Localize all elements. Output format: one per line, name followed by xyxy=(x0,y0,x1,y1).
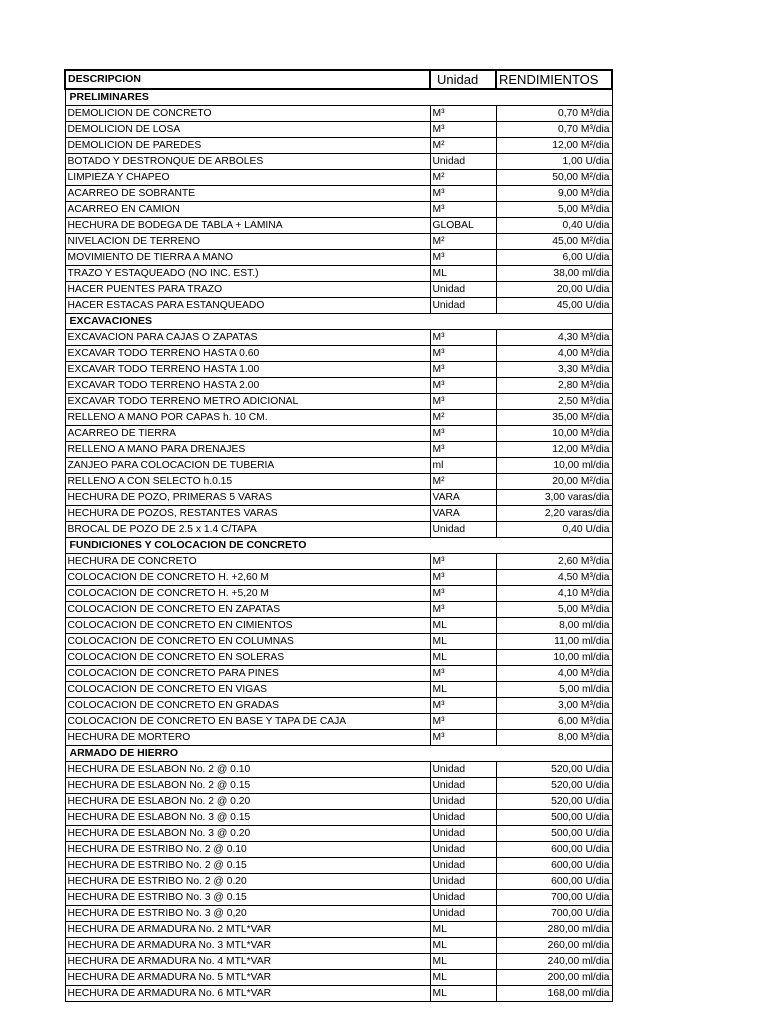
cell-description: RELLENO A MANO POR CAPAS h. 10 CM. xyxy=(65,410,430,426)
cell-description: HACER ESTACAS PARA ESTANQUEADO xyxy=(65,298,430,314)
cell-description: TRAZO Y ESTAQUEADO (NO INC. EST.) xyxy=(65,266,430,282)
cell-unit: Unidad xyxy=(430,906,496,922)
cell-description: HECHURA DE POZO, PRIMERAS 5 VARAS xyxy=(65,490,430,506)
cell-description: HECHURA DE BODEGA DE TABLA + LAMINA xyxy=(65,218,430,234)
cell-unit: M³ xyxy=(430,378,496,394)
cell-unit: ml xyxy=(430,458,496,474)
cell-unit: VARA xyxy=(430,506,496,522)
cell-rendimiento: 3,00 varas/dia xyxy=(496,490,612,506)
cell-rendimiento: 38,00 ml/dia xyxy=(496,266,612,282)
cell-unit: Unidad xyxy=(430,522,496,538)
cell-unit: Unidad xyxy=(430,298,496,314)
cell-description: HACER PUENTES PARA TRAZO xyxy=(65,282,430,298)
table-row xyxy=(65,602,612,618)
cell-rendimiento: 35,00 M²/dia xyxy=(496,410,612,426)
table-row xyxy=(65,762,612,778)
cell-rendimiento: 520,00 U/dia xyxy=(496,778,612,794)
cell-unit: M³ xyxy=(430,442,496,458)
cell-rendimiento: 0,40 U/dia xyxy=(496,218,612,234)
cell-description: BROCAL DE POZO DE 2.5 x 1.4 C/TAPA xyxy=(65,522,430,538)
cell-rendimiento: 3,30 M³/dia xyxy=(496,362,612,378)
table-row xyxy=(65,186,612,202)
cell-description: RELLENO A CON SELECTO h.0.15 xyxy=(65,474,430,490)
table-row xyxy=(65,794,612,810)
table-row xyxy=(65,810,612,826)
section-row xyxy=(65,89,612,106)
cell-unit: Unidad xyxy=(430,810,496,826)
table-row xyxy=(65,266,612,282)
cell-rendimiento: 4,50 M³/dia xyxy=(496,570,612,586)
cell-rendimiento: 8,00 M³/dia xyxy=(496,730,612,746)
cell-rendimiento: 10,00 M³/dia xyxy=(496,426,612,442)
cell-description: ZANJEO PARA COLOCACION DE TUBERIA xyxy=(65,458,430,474)
cell-description: COLOCACION DE CONCRETO EN GRADAS xyxy=(65,698,430,714)
cell-rendimiento: 45,00 M²/dia xyxy=(496,234,612,250)
cell-rendimiento: 5,00 ml/dia xyxy=(496,682,612,698)
cell-description: DEMOLICION DE LOSA xyxy=(65,122,430,138)
table-row xyxy=(65,906,612,922)
cell-unit: ML xyxy=(430,618,496,634)
cell-description: NIVELACION DE TERRENO xyxy=(65,234,430,250)
cell-unit: M² xyxy=(430,170,496,186)
cell-rendimiento: 520,00 U/dia xyxy=(496,762,612,778)
cell-unit: M³ xyxy=(430,554,496,570)
table-row xyxy=(65,346,612,362)
table-row xyxy=(65,106,612,122)
cell-description: ACARREO DE TIERRA xyxy=(65,426,430,442)
cell-unit: Unidad xyxy=(430,842,496,858)
table-row xyxy=(65,298,612,314)
cell-unit: Unidad xyxy=(430,794,496,810)
header-descripcion: DESCRIPCION xyxy=(65,70,430,89)
table-row xyxy=(65,330,612,346)
cell-rendimiento: 4,00 M³/dia xyxy=(496,666,612,682)
section-row xyxy=(65,746,612,762)
cell-description: HECHURA DE ESLABON No. 2 @ 0.15 xyxy=(65,778,430,794)
cell-description: COLOCACION DE CONCRETO EN CIMIENTOS xyxy=(65,618,430,634)
cell-description: HECHURA DE ESTRIBO No. 3 @ 0.15 xyxy=(65,890,430,906)
table-row xyxy=(65,362,612,378)
section-row xyxy=(65,314,612,330)
cell-rendimiento: 20,00 M²/dia xyxy=(496,474,612,490)
header-unidad: Unidad xyxy=(430,70,496,89)
cell-rendimiento: 500,00 U/dia xyxy=(496,826,612,842)
table-row xyxy=(65,410,612,426)
cell-rendimiento: 5,00 M³/dia xyxy=(496,202,612,218)
cell-unit: GLOBAL xyxy=(430,218,496,234)
cell-rendimiento: 4,10 M³/dia xyxy=(496,586,612,602)
cell-rendimiento: 0,40 U/dia xyxy=(496,522,612,538)
cell-unit: M² xyxy=(430,234,496,250)
table-row xyxy=(65,378,612,394)
table-row xyxy=(65,122,612,138)
cell-unit: VARA xyxy=(430,490,496,506)
cell-rendimiento: 168,00 ml/dia xyxy=(496,986,612,1002)
cell-description: DEMOLICION DE PAREDES xyxy=(65,138,430,154)
cell-description: COLOCACION DE CONCRETO H. +5,20 M xyxy=(65,586,430,602)
table-row xyxy=(65,458,612,474)
cell-rendimiento: 280,00 ml/dia xyxy=(496,922,612,938)
cell-rendimiento: 500,00 U/dia xyxy=(496,810,612,826)
table-row xyxy=(65,202,612,218)
table-row xyxy=(65,826,612,842)
cell-unit: ML xyxy=(430,650,496,666)
cell-unit: Unidad xyxy=(430,858,496,874)
cell-description: HECHURA DE CONCRETO xyxy=(65,554,430,570)
table-row xyxy=(65,138,612,154)
cell-rendimiento: 700,00 U/dia xyxy=(496,906,612,922)
cell-unit: M³ xyxy=(430,602,496,618)
cell-description: COLOCACION DE CONCRETO EN VIGAS xyxy=(65,682,430,698)
cell-rendimiento: 6,00 M³/dia xyxy=(496,714,612,730)
header-rendimientos: RENDIMIENTOS xyxy=(496,70,612,89)
cell-unit: ML xyxy=(430,986,496,1002)
cell-description: HECHURA DE ARMADURA No. 5 MTL*VAR xyxy=(65,970,430,986)
cell-unit: ML xyxy=(430,938,496,954)
table-row xyxy=(65,682,612,698)
table-row xyxy=(65,954,612,970)
table-row xyxy=(65,474,612,490)
cell-unit: M³ xyxy=(430,586,496,602)
table-row xyxy=(65,922,612,938)
table-row xyxy=(65,250,612,266)
cell-unit: Unidad xyxy=(430,154,496,170)
cell-description: HECHURA DE ESTRIBO No. 2 @ 0.20 xyxy=(65,874,430,890)
cell-description: RELLENO A MANO PARA DRENAJES xyxy=(65,442,430,458)
cell-unit: M³ xyxy=(430,714,496,730)
cell-unit: M³ xyxy=(430,362,496,378)
table-row xyxy=(65,970,612,986)
cell-description: HECHURA DE ESLABON No. 2 @ 0.10 xyxy=(65,762,430,778)
cell-rendimiento: 700,00 U/dia xyxy=(496,890,612,906)
cell-rendimiento: 12,00 M²/dia xyxy=(496,138,612,154)
section-title: ARMADO DE HIERRO xyxy=(65,746,612,762)
cell-description: COLOCACION DE CONCRETO EN COLUMNAS xyxy=(65,634,430,650)
cell-unit: M³ xyxy=(430,394,496,410)
cell-rendimiento: 5,00 M³/dia xyxy=(496,602,612,618)
cell-description: LIMPIEZA Y CHAPEO xyxy=(65,170,430,186)
table-row xyxy=(65,842,612,858)
cell-description: HECHURA DE ARMADURA No. 3 MTL*VAR xyxy=(65,938,430,954)
table-row xyxy=(65,490,612,506)
cell-unit: ML xyxy=(430,970,496,986)
table-row xyxy=(65,554,612,570)
cell-rendimiento: 1,00 U/dia xyxy=(496,154,612,170)
cell-description: EXCAVACION PARA CAJAS O ZAPATAS xyxy=(65,330,430,346)
table-row xyxy=(65,154,612,170)
table-row xyxy=(65,858,612,874)
cell-rendimiento: 600,00 U/dia xyxy=(496,874,612,890)
cell-description: COLOCACION DE CONCRETO EN SOLERAS xyxy=(65,650,430,666)
table-row xyxy=(65,634,612,650)
cell-rendimiento: 2,60 M³/dia xyxy=(496,554,612,570)
cell-description: COLOCACION DE CONCRETO H. +2,60 M xyxy=(65,570,430,586)
cell-rendimiento: 11,00 ml/dia xyxy=(496,634,612,650)
table-row xyxy=(65,650,612,666)
cell-description: EXCAVAR TODO TERRENO HASTA 1.00 xyxy=(65,362,430,378)
cell-rendimiento: 600,00 U/dia xyxy=(496,842,612,858)
cell-description: ACARREO DE SOBRANTE xyxy=(65,186,430,202)
cell-unit: Unidad xyxy=(430,282,496,298)
cell-unit: ML xyxy=(430,634,496,650)
table-row xyxy=(65,618,612,634)
table-row xyxy=(65,426,612,442)
cell-unit: M² xyxy=(430,138,496,154)
table-body xyxy=(65,70,612,1002)
cell-rendimiento: 3,00 M³/dia xyxy=(496,698,612,714)
cell-rendimiento: 0,70 M³/dia xyxy=(496,106,612,122)
cell-rendimiento: 2,80 M³/dia xyxy=(496,378,612,394)
cell-unit: M³ xyxy=(430,666,496,682)
cell-description: HECHURA DE ESLABON No. 3 @ 0.20 xyxy=(65,826,430,842)
table-row xyxy=(65,986,612,1002)
cell-unit: M³ xyxy=(430,122,496,138)
cell-description: HECHURA DE ESTRIBO No. 2 @ 0.10 xyxy=(65,842,430,858)
cell-rendimiento: 8,00 ml/dia xyxy=(496,618,612,634)
cell-unit: M³ xyxy=(430,698,496,714)
cell-rendimiento: 4,00 M³/dia xyxy=(496,346,612,362)
table-row xyxy=(65,586,612,602)
cell-description: MOVIMIENTO DE TIERRA A MANO xyxy=(65,250,430,266)
cell-rendimiento: 600,00 U/dia xyxy=(496,858,612,874)
cell-unit: Unidad xyxy=(430,762,496,778)
table-row xyxy=(65,874,612,890)
cell-description: COLOCACION DE CONCRETO EN BASE Y TAPA DE CAJA xyxy=(65,714,430,730)
table-row xyxy=(65,442,612,458)
cell-unit: Unidad xyxy=(430,778,496,794)
cell-rendimiento: 200,00 ml/dia xyxy=(496,970,612,986)
cell-description: HECHURA DE ESLABON No. 3 @ 0.15 xyxy=(65,810,430,826)
cell-rendimiento: 12,00 M³/dia xyxy=(496,442,612,458)
cell-unit: M³ xyxy=(430,730,496,746)
cell-rendimiento: 0,70 M³/dia xyxy=(496,122,612,138)
cell-unit: M³ xyxy=(430,330,496,346)
table-row xyxy=(65,778,612,794)
header-row xyxy=(65,70,612,89)
cell-unit: ML xyxy=(430,954,496,970)
cell-rendimiento: 10,00 ml/dia xyxy=(496,650,612,666)
cell-unit: M³ xyxy=(430,106,496,122)
cell-rendimiento: 4,30 M³/dia xyxy=(496,330,612,346)
cell-description: HECHURA DE ESTRIBO No. 2 @ 0.15 xyxy=(65,858,430,874)
cell-description: HECHURA DE ARMADURA No. 4 MTL*VAR xyxy=(65,954,430,970)
cell-description: COLOCACION DE CONCRETO EN ZAPATAS xyxy=(65,602,430,618)
table-row xyxy=(65,170,612,186)
table-row xyxy=(65,522,612,538)
rendimientos-table xyxy=(64,69,613,1002)
cell-rendimiento: 260,00 ml/dia xyxy=(496,938,612,954)
cell-description: ACARREO EN CAMION xyxy=(65,202,430,218)
cell-description: HECHURA DE ESTRIBO No. 3 @ 0,20 xyxy=(65,906,430,922)
cell-unit: M³ xyxy=(430,250,496,266)
table-row xyxy=(65,234,612,250)
cell-unit: ML xyxy=(430,266,496,282)
cell-description: EXCAVAR TODO TERRENO HASTA 2.00 xyxy=(65,378,430,394)
cell-description: HECHURA DE MORTERO xyxy=(65,730,430,746)
cell-unit: M² xyxy=(430,474,496,490)
section-row xyxy=(65,538,612,554)
cell-rendimiento: 45,00 U/dia xyxy=(496,298,612,314)
cell-rendimiento: 2,20 varas/dia xyxy=(496,506,612,522)
cell-unit: Unidad xyxy=(430,890,496,906)
cell-description: EXCAVAR TODO TERRENO HASTA 0.60 xyxy=(65,346,430,362)
table-row xyxy=(65,890,612,906)
table-row xyxy=(65,698,612,714)
cell-unit: M² xyxy=(430,410,496,426)
table-row xyxy=(65,666,612,682)
cell-description: HECHURA DE POZOS, RESTANTES VARAS xyxy=(65,506,430,522)
cell-description: EXCAVAR TODO TERRENO METRO ADICIONAL xyxy=(65,394,430,410)
table-row xyxy=(65,282,612,298)
cell-description: COLOCACION DE CONCRETO PARA PINES xyxy=(65,666,430,682)
section-title: PRELIMINARES xyxy=(65,89,612,106)
cell-unit: ML xyxy=(430,922,496,938)
cell-unit: M³ xyxy=(430,186,496,202)
cell-rendimiento: 240,00 ml/dia xyxy=(496,954,612,970)
cell-unit: Unidad xyxy=(430,826,496,842)
cell-unit: M³ xyxy=(430,426,496,442)
cell-rendimiento: 9,00 M³/dia xyxy=(496,186,612,202)
cell-description: HECHURA DE ARMADURA No. 2 MTL*VAR xyxy=(65,922,430,938)
cell-unit: M³ xyxy=(430,202,496,218)
table-row xyxy=(65,218,612,234)
cell-unit: Unidad xyxy=(430,874,496,890)
cell-unit: M³ xyxy=(430,346,496,362)
cell-rendimiento: 10,00 ml/dia xyxy=(496,458,612,474)
cell-description: DEMOLICION DE CONCRETO xyxy=(65,106,430,122)
cell-description: HECHURA DE ARMADURA No. 6 MTL*VAR xyxy=(65,986,430,1002)
cell-rendimiento: 2,50 M³/dia xyxy=(496,394,612,410)
table-row xyxy=(65,570,612,586)
cell-rendimiento: 520,00 U/dia xyxy=(496,794,612,810)
table-row xyxy=(65,938,612,954)
cell-rendimiento: 6,00 U/dia xyxy=(496,250,612,266)
table-row xyxy=(65,730,612,746)
section-title: FUNDICIONES Y COLOCACION DE CONCRETO xyxy=(65,538,612,554)
cell-unit: M³ xyxy=(430,570,496,586)
cell-unit: ML xyxy=(430,682,496,698)
cell-description: BOTADO Y DESTRONQUE DE ARBOLES xyxy=(65,154,430,170)
table-row xyxy=(65,506,612,522)
cell-description: HECHURA DE ESLABON No. 2 @ 0.20 xyxy=(65,794,430,810)
table-row xyxy=(65,714,612,730)
cell-rendimiento: 20,00 U/dia xyxy=(496,282,612,298)
section-title: EXCAVACIONES xyxy=(65,314,612,330)
cell-rendimiento: 50,00 M²/dia xyxy=(496,170,612,186)
table-row xyxy=(65,394,612,410)
